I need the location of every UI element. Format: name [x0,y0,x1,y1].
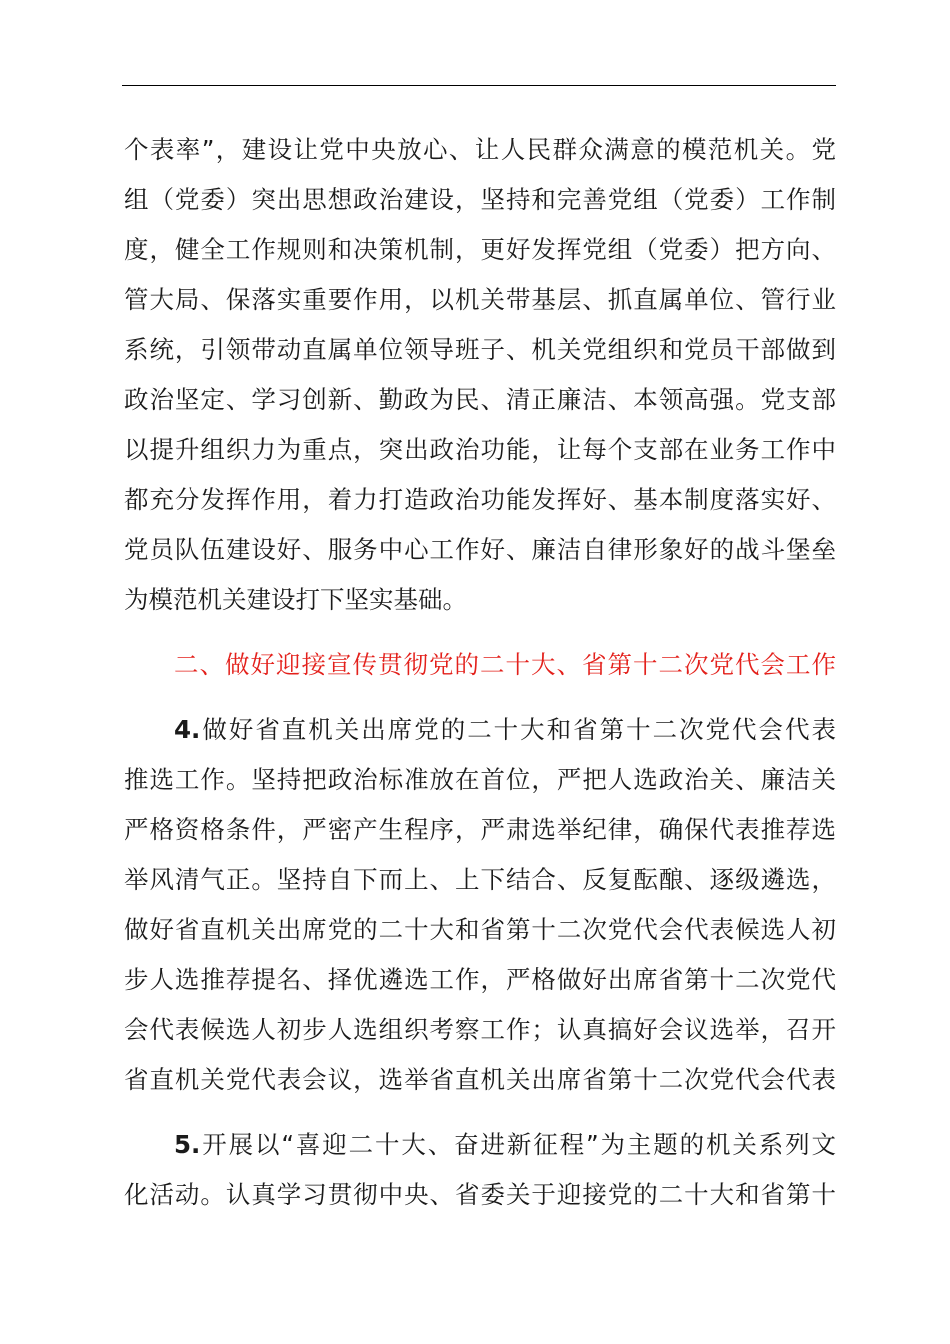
text-line: 度，健全工作规则和决策机制，更好发挥党组（党委）把方向、 [124,235,836,264]
text-line: 举风清气正。坚持自下而上、上下结合、反复酝酿、逐级遴选， [124,865,836,894]
text-line: 会代表候选人初步人选组织考察工作；认真搞好会议选举，召开 [124,1015,836,1044]
item-number: 5. [174,1130,201,1159]
section-heading: 二、做好迎接宣传贯彻党的二十大、省第十二次党代会工作 [174,650,836,679]
item-text: 做好省直机关出席党的二十大和省第十二次党代会代表 [200,715,836,744]
text-line: 组（党委）突出思想政治建设，坚持和完善党组（党委）工作制 [124,185,836,214]
text-line: 政治坚定、学习创新、勤政为民、清正廉洁、本领高强。党支部 [124,385,836,414]
text-line: 为模范机关建设打下坚实基础。 [124,585,467,614]
text-line: 化活动。认真学习贯彻中央、省委关于迎接党的二十大和省第十 [124,1180,836,1209]
item-text: 开展以“喜迎二十大、奋进新征程”为主题的机关系列文 [200,1130,836,1159]
text-line: 管大局、保落实重要作用，以机关带基层、抓直属单位、管行业 [124,285,836,314]
text-line: 都充分发挥作用，着力打造政治功能发挥好、基本制度落实好、 [124,485,836,514]
item-number: 4. [174,715,201,744]
header-rule [122,85,836,86]
text-line: 步人选推荐提名、择优遴选工作，严格做好出席省第十二次党代 [124,965,836,994]
text-line: 省直机关党代表会议，选举省直机关出席省第十二次党代会代表 [124,1065,836,1094]
item-first-line [174,1130,836,1160]
text-line: 党员队伍建设好、服务中心工作好、廉洁自律形象好的战斗堡垒 [124,535,836,564]
text-line: 严格资格条件，严密产生程序，严肃选举纪律，确保代表推荐选 [124,815,836,844]
text-line: 以提升组织力为重点，突出政治功能，让每个支部在业务工作中 [124,435,836,464]
text-line: 推选工作。坚持把政治标准放在首位，严把人选政治关、廉洁关 [124,765,836,794]
item-first-line [174,715,836,745]
text-line: 系统，引领带动直属单位领导班子、机关党组织和党员干部做到 [124,335,836,364]
text-line: 做好省直机关出席党的二十大和省第十二次党代会代表候选人初 [124,915,836,944]
text-line: 个表率”，建设让党中央放心、让人民群众满意的模范机关。党 [124,135,836,164]
